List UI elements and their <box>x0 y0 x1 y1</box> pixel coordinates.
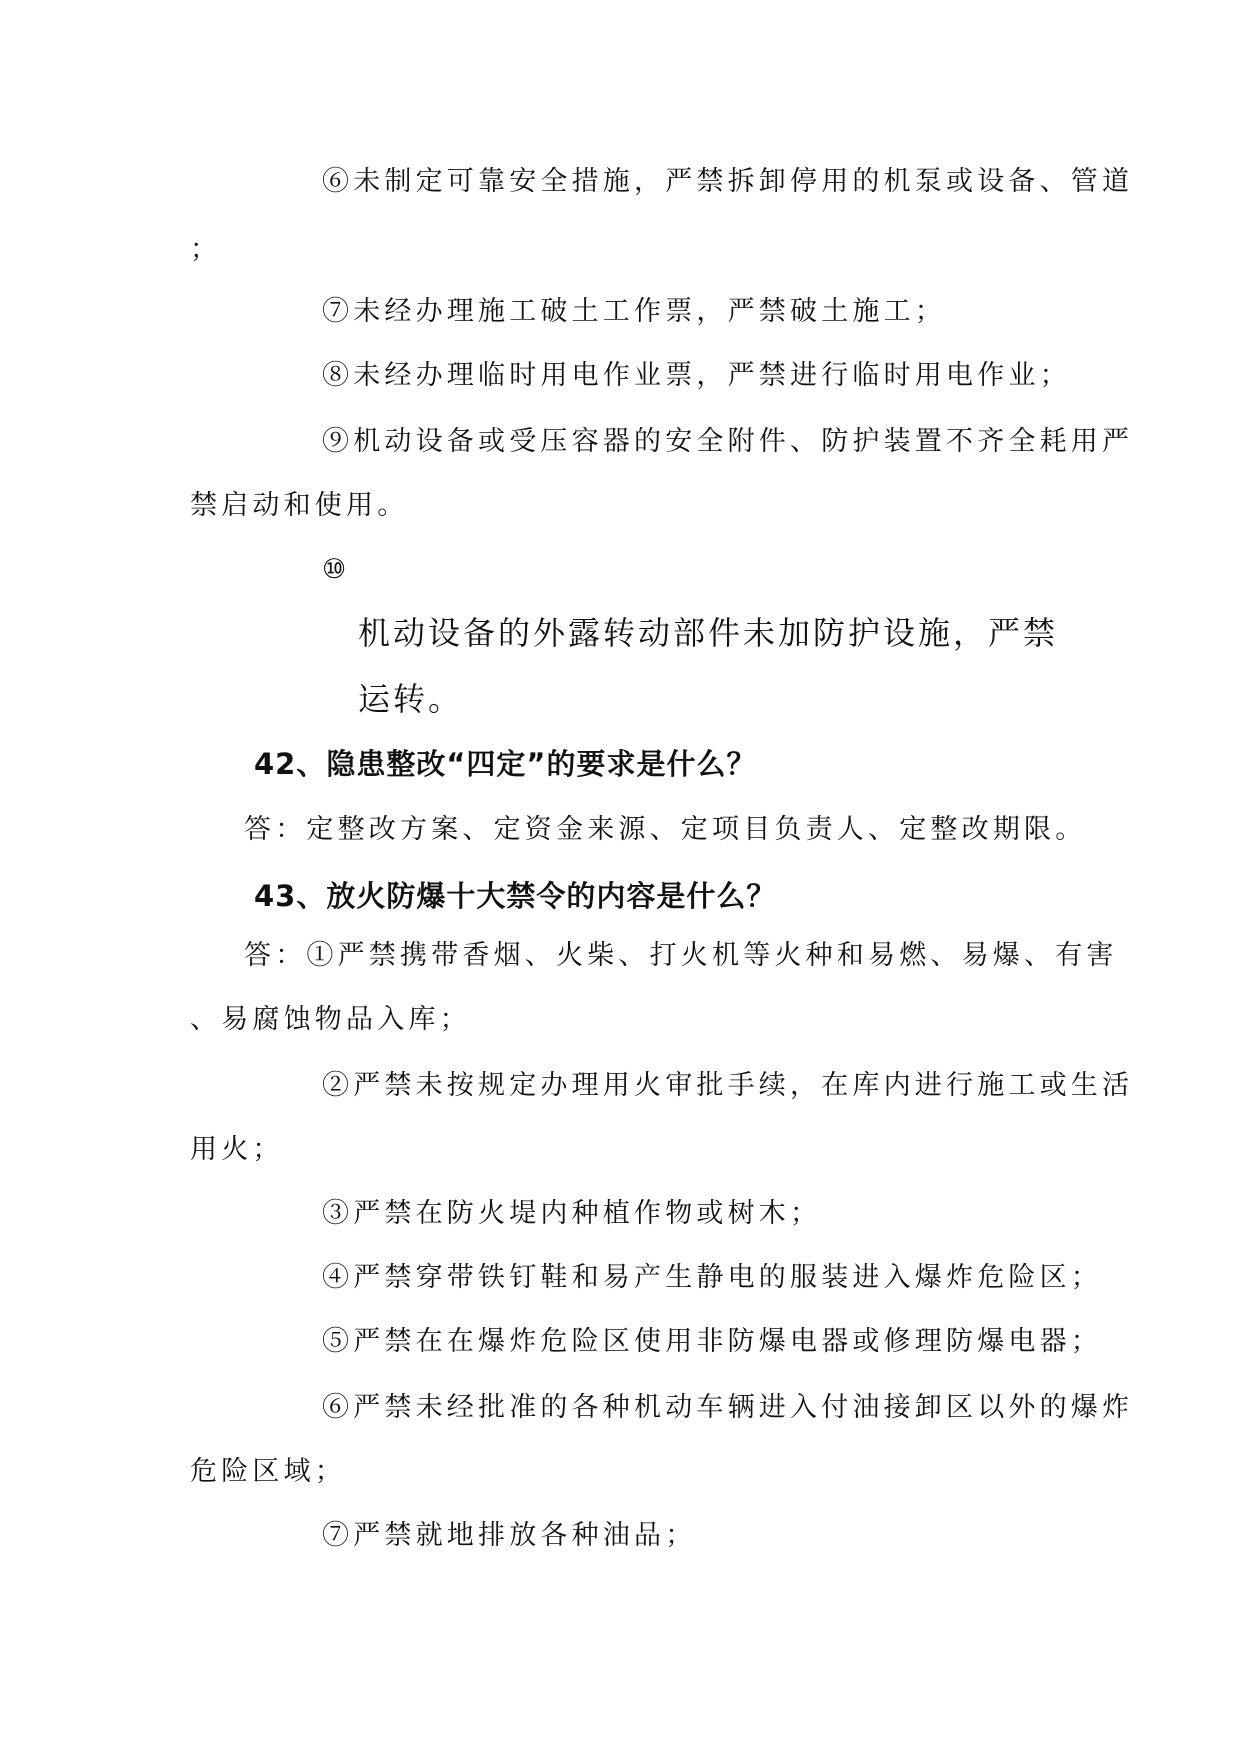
answer-43-item-2: ②严禁未按规定办理用火审批手续，在库内进行施工或生活 <box>322 1070 1134 1101</box>
answer-43-item-4: ④严禁穿带铁钉鞋和易产生静电的服装进入爆炸危险区； <box>322 1262 1102 1293</box>
text-line-item-9: ⑨机动设备或受压容器的安全附件、防护装置不齐全耗用严 <box>322 426 1134 457</box>
text-line-item-6-end: ； <box>190 234 222 265</box>
question-42-heading: 42、隐患整改“四定”的要求是什么？ <box>254 747 757 781</box>
answer-43-item-2-cont: 用火； <box>190 1134 284 1165</box>
answer-43-item-7: ⑦严禁就地排放各种油品； <box>322 1520 697 1551</box>
text-line-item-6: ⑥未制定可靠安全措施，严禁拆卸停用的机泵或设备、管道 <box>322 166 1134 197</box>
question-43-heading: 43、放火防爆十大禁令的内容是什么？ <box>254 879 777 913</box>
answer-43-item-6: ⑥严禁未经批准的各种机动车辆进入付油接卸区以外的爆炸 <box>322 1392 1134 1423</box>
text-line-item-10-cont: 运转。 <box>358 680 464 718</box>
text-line-item-9-cont: 禁启动和使用。 <box>190 490 409 521</box>
answer-43-item-5: ⑤严禁在在爆炸危险区使用非防爆电器或修理防爆电器； <box>322 1326 1102 1357</box>
text-line-item-7: ⑦未经办理施工破土工作票，严禁破土施工； <box>322 296 946 327</box>
answer-43-item-1: 答：①严禁携带香烟、火柴、打火机等火种和易燃、易爆、有害 <box>244 940 1118 971</box>
answer-43-item-6-cont: 危险区域； <box>190 1456 346 1487</box>
answer-43-item-3: ③严禁在防火堤内种植作物或树木； <box>322 1198 822 1229</box>
text-line-item-10: 机动设备的外露转动部件未加防护设施，严禁 <box>358 614 1059 652</box>
text-line-item-8: ⑧未经办理临时用电作业票，严禁进行临时用电作业； <box>322 360 1071 391</box>
answer-42: 答：定整改方案、定资金来源、定项目负责人、定整改期限。 <box>244 814 1087 845</box>
answer-43-item-1-cont: 、易腐蚀物品入库； <box>190 1004 471 1035</box>
text-line-item-10-marker: ⑩ <box>322 554 351 585</box>
